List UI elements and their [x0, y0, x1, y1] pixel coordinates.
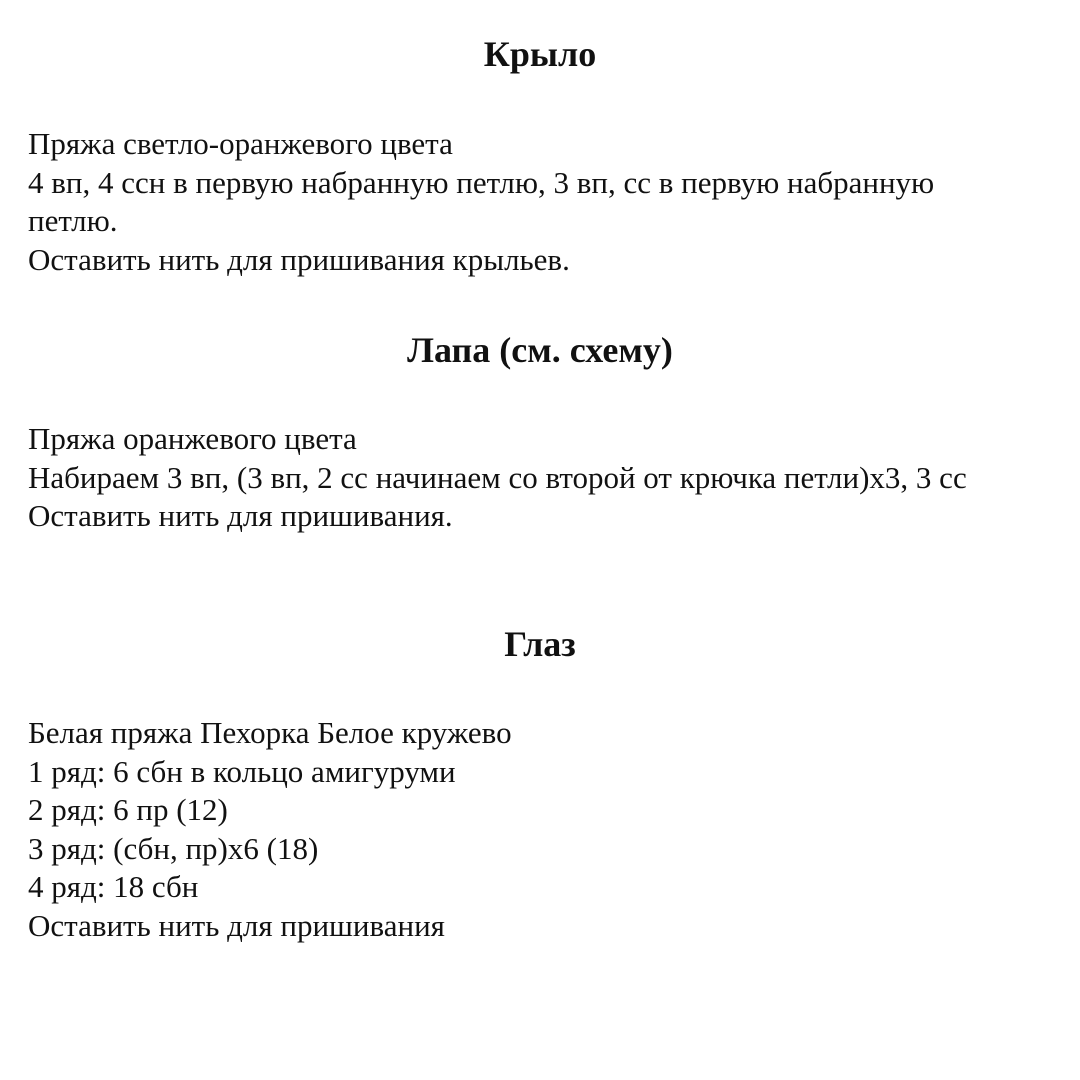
- text-line: 4 вп, 4 ссн в первую набранную петлю, 3 вп, сс в первую набранную: [28, 164, 935, 200]
- text-line: Пряжа светло-оранжевого цвета: [28, 126, 453, 161]
- text-line: Белая пряжа Пехорка Белое кружево: [28, 715, 512, 750]
- section-heading-paw: Лапа (см. схему): [407, 330, 673, 370]
- section-body-eye: [28, 714, 1058, 945]
- section-body-wing: [28, 125, 1058, 279]
- text-line: 3 ряд: (сбн, пр)х6 (18): [28, 830, 319, 866]
- text-line: Набираем 3 вп, (3 вп, 2 сс начинаем со второй от крючка петли)х3, 3 сс: [28, 459, 967, 495]
- section-heading-eye: Глаз: [504, 624, 576, 664]
- text-line: 2 ряд: 6 пр (12): [28, 792, 228, 827]
- text-line: Оставить нить для пришивания крыльев.: [28, 241, 570, 277]
- text-line: петлю.: [28, 203, 118, 238]
- text-line: Оставить нить для пришивания.: [28, 498, 453, 533]
- text-line: Оставить нить для пришивания: [28, 907, 445, 943]
- text-line: 1 ряд: 6 сбн в кольцо амигуруми: [28, 753, 456, 789]
- section-heading-wing: Крыло: [483, 34, 597, 74]
- section-body-paw: [28, 420, 1058, 536]
- text-line: Пряжа оранжевого цвета: [28, 421, 357, 456]
- text-line: 4 ряд: 18 сбн: [28, 869, 199, 904]
